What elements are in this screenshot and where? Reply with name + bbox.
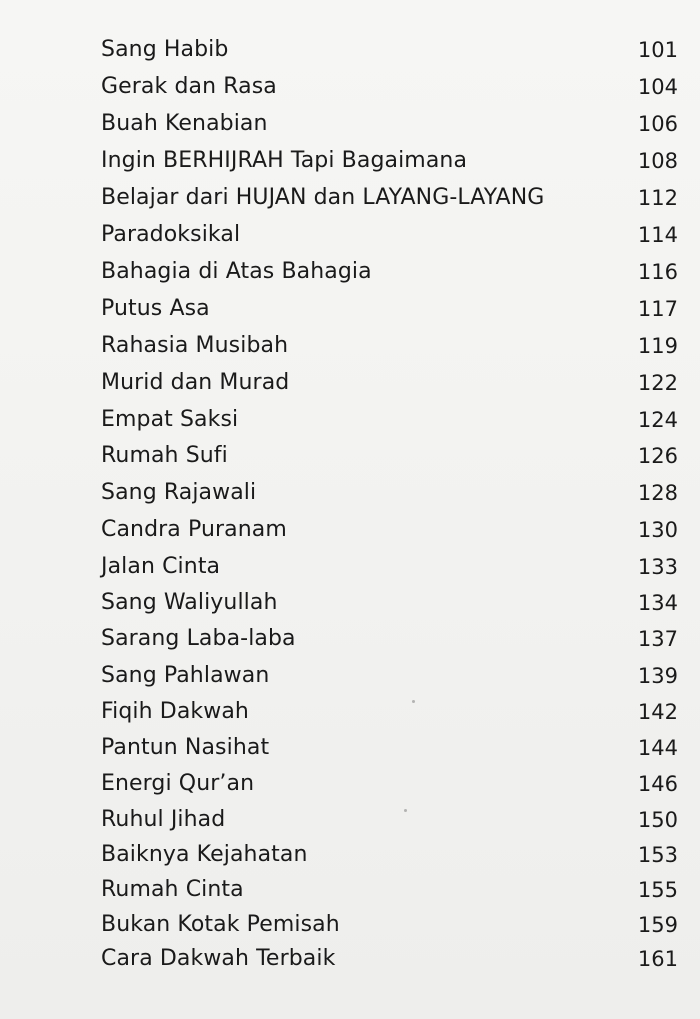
toc-entry-title: Sang Pahlawan (101, 663, 270, 688)
toc-entry-title: Ruhul Jihad (101, 807, 226, 832)
toc-entry-title: Gerak dan Rasa (101, 74, 277, 99)
toc-entry-page-number: 128 (637, 481, 678, 505)
toc-entry-title: Rumah Cinta (101, 877, 244, 902)
paper-speck (404, 809, 407, 812)
toc-entry-title: Sarang Laba-laba (101, 626, 296, 651)
toc-entry (101, 362, 678, 396)
toc-entry-page-number: 114 (637, 223, 678, 247)
toc-entry-page-number: 134 (637, 591, 678, 615)
toc-entry-page-number: 104 (637, 75, 678, 99)
toc-entry-page-number: 142 (637, 700, 678, 724)
toc-entry-page-number: 122 (637, 371, 678, 395)
toc-entry-page-number: 139 (637, 664, 678, 688)
toc-entry-page-number: 119 (637, 334, 678, 358)
toc-entry-title: Sang Habib (101, 37, 229, 62)
toc-entry-title: Empat Saksi (101, 407, 239, 432)
toc-entry (101, 727, 678, 761)
toc-entry (101, 509, 678, 543)
toc-entry-page-number: 153 (637, 843, 678, 867)
toc-entry (101, 582, 678, 616)
toc-entry-title: Buah Kenabian (101, 111, 268, 136)
toc-entry (101, 435, 678, 469)
toc-entry (101, 325, 678, 359)
toc-entry-title: Sang Waliyullah (101, 590, 278, 615)
toc-entry-page-number: 130 (637, 518, 678, 542)
toc-entry (101, 904, 678, 938)
toc-entry-title: Paradoksikal (101, 222, 241, 247)
toc-entry-page-number: 161 (637, 947, 678, 971)
toc-entry (101, 869, 678, 903)
toc-entry (101, 29, 678, 63)
toc-entry-title: Bahagia di Atas Bahagia (101, 259, 372, 284)
toc-entry (101, 472, 678, 506)
toc-entry-page-number: 137 (637, 627, 678, 651)
toc-entry-page-number: 155 (637, 878, 678, 902)
toc-entry-title: Putus Asa (101, 296, 210, 321)
toc-entry-title: Fiqih Dakwah (101, 699, 249, 724)
toc-entry-page-number: 101 (637, 38, 678, 62)
toc-entry-page-number: 150 (637, 808, 678, 832)
toc-entry (101, 618, 678, 652)
toc-entry-title: Energi Qur’an (101, 771, 255, 796)
toc-entry-title: Murid dan Murad (101, 370, 290, 395)
paper-speck (412, 700, 415, 703)
toc-entry-title: Pantun Nasihat (101, 735, 270, 760)
toc-entry-title: Rahasia Musibah (101, 333, 289, 358)
toc-entry (101, 66, 678, 100)
toc-entry-title: Belajar dari HUJAN dan LAYANG-LAYANG (101, 185, 545, 210)
toc-entry (101, 763, 678, 797)
toc-entry-page-number: 126 (637, 444, 678, 468)
toc-entry-title: Cara Dakwah Terbaik (101, 946, 336, 971)
toc-entry-title: Sang Rajawali (101, 480, 257, 505)
toc-entry (101, 214, 678, 248)
toc-entry (101, 399, 678, 433)
toc-entry (101, 103, 678, 137)
toc-entry-page-number: 124 (637, 408, 678, 432)
toc-entry (101, 177, 678, 211)
toc-entry-page-number: 112 (637, 186, 678, 210)
toc-entry-page-number: 117 (637, 297, 678, 321)
toc-entry (101, 140, 678, 174)
toc-entry-page-number: 146 (637, 772, 678, 796)
toc-entry-title: Ingin BERHIJRAH Tapi Bagaimana (101, 148, 468, 173)
toc-entry-page-number: 159 (637, 913, 678, 937)
toc-entry-title: Bukan Kotak Pemisah (101, 912, 340, 937)
toc-entry-title: Jalan Cinta (101, 554, 221, 579)
toc-entry-page-number: 144 (637, 736, 678, 760)
toc-entry-title: Baiknya Kejahatan (101, 842, 308, 867)
toc-entry (101, 546, 678, 580)
toc-entry (101, 799, 678, 833)
toc-entry-page-number: 106 (637, 112, 678, 136)
toc-entry-title: Rumah Sufi (101, 443, 228, 468)
toc-entry (101, 251, 678, 285)
toc-entry (101, 691, 678, 725)
toc-entry-page-number: 133 (637, 555, 678, 579)
toc-entry-page-number: 108 (637, 149, 678, 173)
toc-entry (101, 288, 678, 322)
toc-entry (101, 834, 678, 868)
toc-entry-page-number: 116 (637, 260, 678, 284)
toc-entry-title: Candra Puranam (101, 517, 287, 542)
toc-entry (101, 655, 678, 689)
toc-entry (101, 938, 678, 972)
